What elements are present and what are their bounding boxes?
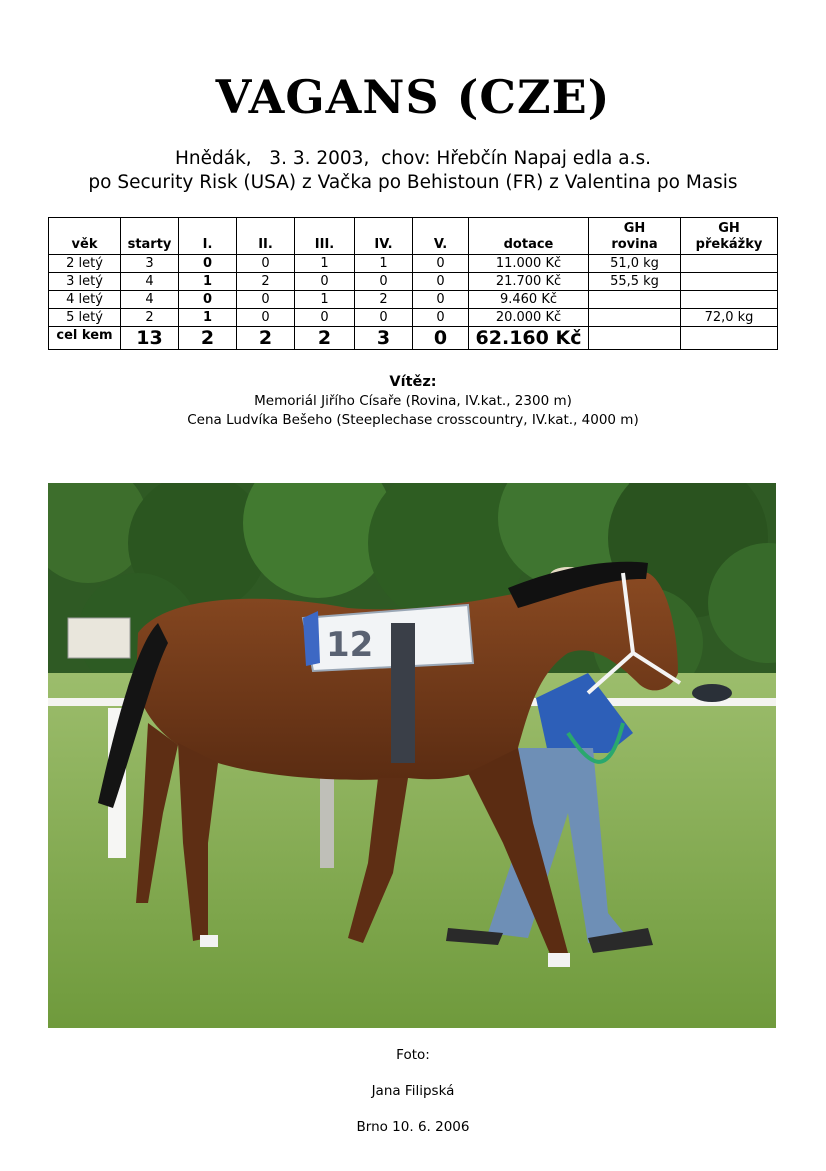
header-place-5: V.: [413, 218, 469, 255]
winner-heading: Vítěz:: [389, 374, 437, 390]
cell-place-3: 1: [295, 255, 355, 273]
cell-starts: 3: [121, 255, 179, 273]
cell-age: 2 letý: [49, 255, 121, 273]
winner-race-1: Memoriál Jiřího Císaře (Rovina, IV.kat., 2300 m): [254, 393, 572, 409]
cell-age: 5 letý: [49, 309, 121, 327]
cell-place-1: 0: [179, 255, 237, 273]
header-money: dotace: [469, 218, 589, 255]
photo-credit-label: Foto:: [396, 1047, 430, 1063]
total-money: 62.160 Kč: [469, 327, 589, 350]
table-row: [49, 273, 778, 291]
header-starts: starty: [121, 218, 179, 255]
cell-gh-flat: 51,0 kg: [589, 255, 681, 273]
total-place-1: 2: [179, 327, 237, 350]
cell-place-2: 0: [237, 255, 295, 273]
header-age: věk: [49, 218, 121, 255]
winner-race-2: Cena Ludvíka Bešeho (Steeplechase crosscountry, IV.kat., 4000 m): [187, 412, 639, 428]
cell-money: 9.460 Kč: [469, 291, 589, 309]
cell-money: 21.700 Kč: [469, 273, 589, 291]
cell-age: 4 letý: [49, 291, 121, 309]
cell-gh-jump: 72,0 kg: [681, 309, 778, 327]
cell-place-4: 0: [355, 309, 413, 327]
total-starts: 13: [121, 327, 179, 350]
car: [692, 684, 732, 702]
total-place-3: 2: [295, 327, 355, 350]
header-gh-flat: GH rovina: [589, 218, 681, 255]
photographer-name: Jana Filipská: [371, 1083, 455, 1099]
cell-place-2: 0: [237, 291, 295, 309]
cell-place-1: 1: [179, 309, 237, 327]
total-place-5: 0: [413, 327, 469, 350]
header-place-1: I.: [179, 218, 237, 255]
cell-starts: 4: [121, 273, 179, 291]
trailer: [68, 618, 130, 658]
header-place-2: II.: [237, 218, 295, 255]
cell-place-3: 1: [295, 291, 355, 309]
table-row: [49, 255, 778, 273]
horse-details: Hnědák, 3. 3. 2003, chov: Hřebčín Napaj edla a.s.: [174, 148, 652, 169]
cell-place-1: 1: [179, 273, 237, 291]
table-header-row: [49, 218, 778, 255]
header-gh-jump: GH překážky: [681, 218, 778, 255]
total-place-2: 2: [237, 327, 295, 350]
race-stats-table: [48, 217, 778, 350]
cell-starts: 4: [121, 291, 179, 309]
cell-gh-jump: [681, 273, 778, 291]
cell-place-5: 0: [413, 255, 469, 273]
total-label: cel kem: [49, 327, 121, 350]
horse-pedigree: po Security Risk (USA) z Vačka po Behistoun (FR) z Valentina po Masis: [88, 172, 738, 193]
cell-age: 3 letý: [49, 273, 121, 291]
total-row: [49, 327, 778, 350]
cell-place-3: 0: [295, 309, 355, 327]
place-date: Brno 10. 6. 2006: [356, 1119, 470, 1135]
horse-title: VAGANS (CZE): [215, 70, 611, 124]
cell-place-3: 0: [295, 273, 355, 291]
table-row: [49, 291, 778, 309]
cell-money: 20.000 Kč: [469, 309, 589, 327]
cell-money: 11.000 Kč: [469, 255, 589, 273]
saddlecloth-number: 12: [326, 625, 374, 665]
total-gh-jump: [681, 327, 778, 350]
cell-gh-flat: 55,5 kg: [589, 273, 681, 291]
cell-place-5: 0: [413, 291, 469, 309]
cell-place-4: 1: [355, 255, 413, 273]
header-place-4: IV.: [355, 218, 413, 255]
horse-photo: [48, 483, 776, 1028]
cell-place-2: 0: [237, 309, 295, 327]
cell-gh-flat: [589, 291, 681, 309]
cell-place-2: 2: [237, 273, 295, 291]
cell-gh-flat: [589, 309, 681, 327]
cell-place-5: 0: [413, 309, 469, 327]
cell-place-5: 0: [413, 273, 469, 291]
cell-gh-jump: [681, 255, 778, 273]
header-place-3: III.: [295, 218, 355, 255]
cell-place-1: 0: [179, 291, 237, 309]
total-place-4: 3: [355, 327, 413, 350]
total-gh-flat: [589, 327, 681, 350]
cell-place-4: 0: [355, 273, 413, 291]
cell-gh-jump: [681, 291, 778, 309]
table-row: [49, 309, 778, 327]
cell-starts: 2: [121, 309, 179, 327]
cell-place-4: 2: [355, 291, 413, 309]
